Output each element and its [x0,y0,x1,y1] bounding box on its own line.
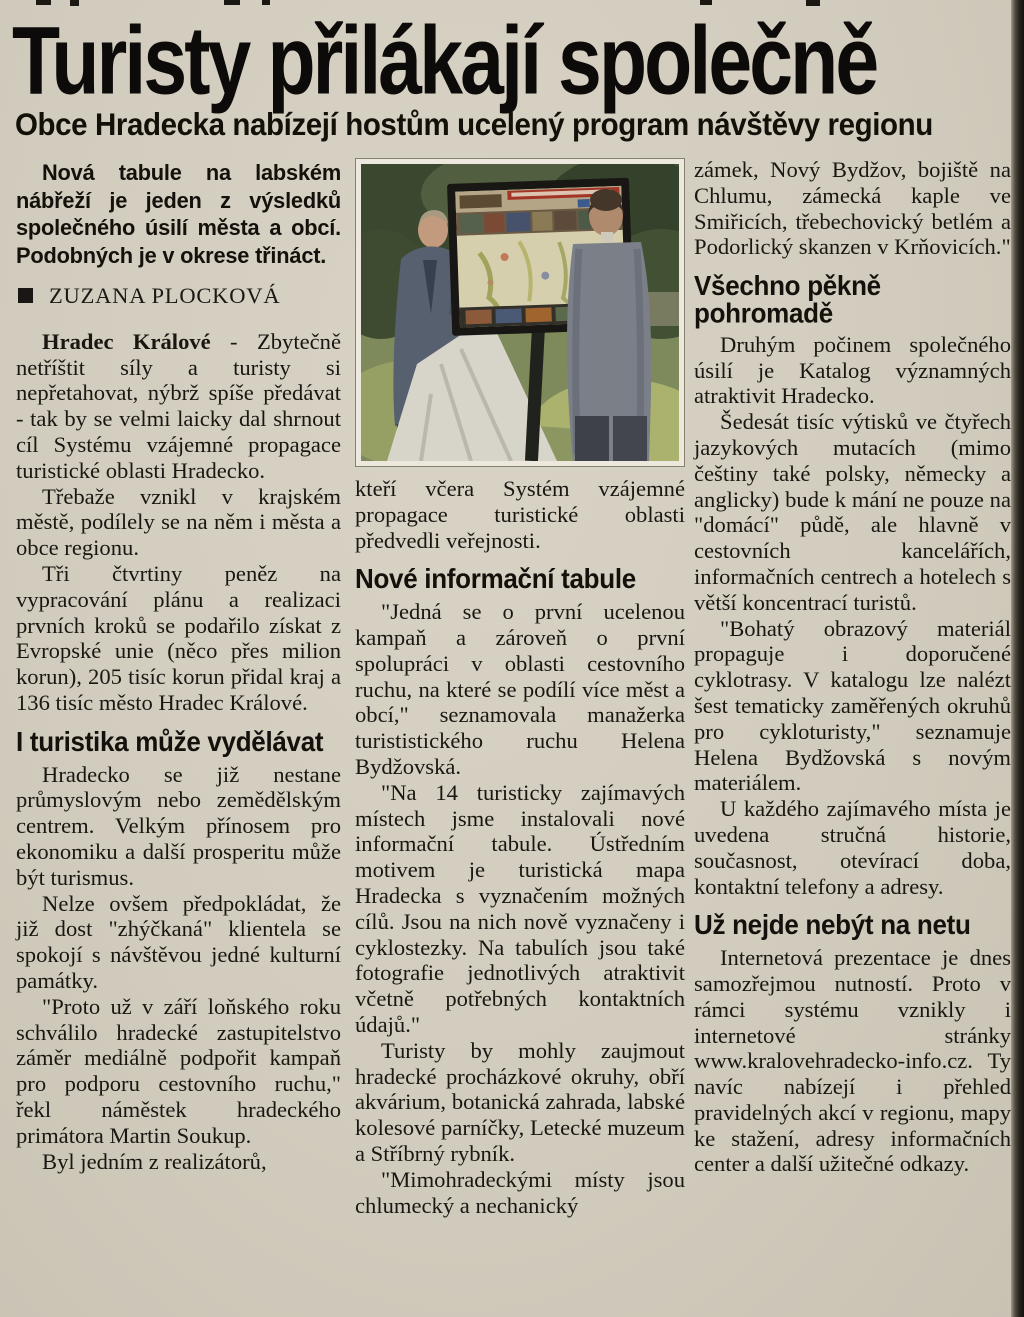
article-paragraph: Nelze ovšem předpokládat, že již dost "zhýčkaná" klientela se spokojí s návštěvou jedné kulturní památky. [16,890,341,993]
article-paragraph: Byl jedním z realizátorů, [42,1148,267,1174]
article-paragraph: "Jedná se o první ucelenou kampaň a zároveň o první spolupráci v oblasti cestovního ruchu, na které se podílí více měst a obcí," seznamovala manažerka turististického ruchu Helena Bydžovská. [355,599,685,779]
column-middle [355,157,685,1218]
crop-mark [262,0,270,5]
article-paragraph: Druhým počinem společného úsilí je Katalog významných atraktivit Hradecko. [694,331,1011,409]
paragraph-bold-lead: Hradec Králové [42,328,211,354]
article-paragraph: Turisty by mohly zaujmout hradecké procházkové okruhy, obří akvárium, botanická zahrada, labské kolesové parníčky, Letecké muzeum a Stříbrný rybník. [355,1037,685,1166]
column-middle-text [355,476,685,1218]
article-paragraph: "Bohatý obrazový materiál propaguje i doporučené cyklotrasy. V katalogu lze nalézt šest tematicky zaměřených okruhů pro cykloturisty," seznamuje Helena Bydžovská s novým materiálem. [694,615,1011,796]
crop-mark [224,0,240,5]
section-heading: Nové informační tabule [355,563,636,595]
column-right [694,157,1011,1177]
article-paragraph: "Mimohradeckými místy jsou chlumecký a nechanický [355,1166,685,1218]
article-headline: Turisty přilákají společně [12,7,877,115]
section-heading: Už nejde nebýt na netu [694,909,971,941]
article-paragraph: Hradec Králové - Zbytečně netříštit síly a turisty si nepřetahovat, nýbrž spíše předávat - tak by se velmi laicky dal shrnout cíl Systému vzájemné propagace turistické oblasti Hradecko. [16,328,341,483]
article-paragraph: Internetová prezentace je dnes samozřejmou nutností. Proto v rámci systému vznikly i internetové stránky www.kralovehradecko-info.cz. Ty navíc nabízejí i přehled pravidelných akcí v regionu, mapy ke stažení, adresy informačních center a další užitečné odkazy. [694,945,1011,1177]
byline-square-icon [18,288,33,303]
article-paragraph: Tři čtvrtiny peněz na vypracování plánu a realizaci prvních kroků se podařilo získat z Evropské unie (něco přes milion korun), 205 tisíc korun přidal kraj a 136 tisíc město Hradec Králové. [16,560,341,715]
column-right-text [694,157,1011,1177]
article-byline [18,283,341,309]
article-paragraph: zámek, Nový Bydžov, bojiště na Chlumu, zámecká kaple ve Smiřicích, třebechovický betlém a Podorlický skanzen v Krňovicích." [694,157,1011,260]
byline-author: ZUZANA PLOCKOVÁ [49,283,281,308]
article-subheadline: Obce Hradecka nabízejí hostům ucelený program návštěvy regionu [15,107,933,143]
section-heading: Všechno pěkně pohromadě [694,270,881,329]
column-left-text [16,329,341,1175]
article-paragraph: "Proto už v září loňského roku schválilo hradecké zastupitelstvo záměr mediálně podpořit kampaň pro podporu cestovního ruchu," řekl náměstek hradeckého primátora Martin Soukup. [16,993,341,1148]
crop-mark [700,0,712,5]
article-lead-paragraph: Nová tabule na labském nábřeží je jeden z výsledků společného úsilí města a obcí. Podobných je v okrese třináct. [16,160,341,268]
article-paragraph: Třebaže vznikl v krajském městě, podílely se na něm i města a obce regionu. [16,483,341,561]
article-paragraph: "Na 14 turisticky zajímavých místech jsme instalovali nové informační tabule. Ústředním motivem je turistická mapa Hradecka s vyznačením možných cílů. Jsou na nich nově vyznačeny i cyklostezky. Na tabulích jsou také fotografie jednotlivých atraktivit včetně potřebných kontaktních údajů." [355,779,685,1037]
crop-mark [70,0,79,6]
crop-mark [36,0,51,5]
crop-mark [806,0,820,6]
article-paragraph: U každého zajímavého místa je uvedena stručná historie, současnost, otevírací doba, kontaktní telefony a adresy. [694,796,1011,899]
article-paragraph: kteří včera Systém vzájemné propagace turistické oblasti předvedli veřejnosti. [355,476,685,553]
scan-edge-shadow [1011,0,1024,1317]
article-photo [355,158,685,467]
article-paragraph: Šedesát tisíc výtisků ve čtyřech jazykových mutacích (mimo češtiny také polsky, německy a anglicky) bude k mání ne pouze na "domácí" půdě, ale hlavně v cestovních kancelářích, informačních centrech a hotelech s větší koncentrací turistů. [694,409,1011,615]
section-heading: I turistika může vydělávat [16,725,324,758]
column-left [16,157,341,1174]
photo-scene [361,164,679,461]
article-paragraph: Hradecko se již nestane průmyslovým nebo zemědělským centrem. Velkým přínosem pro ekonomiku a další prosperitu může být turismus. [16,761,341,890]
